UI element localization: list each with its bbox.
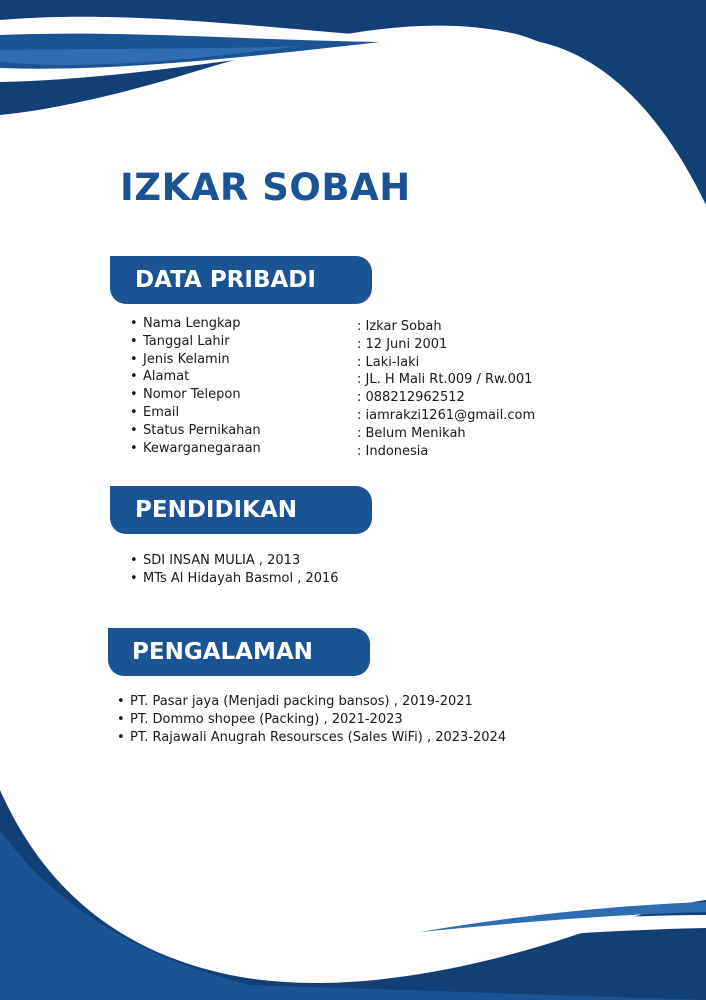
personal-label: • Email [130,404,261,422]
personal-labels-list [130,315,261,457]
personal-value: : 088212962512 [357,389,535,407]
personal-value: : JL. H Mali Rt.009 / Rw.001 [357,371,535,389]
education-list [130,552,339,588]
personal-value: : Indonesia [357,443,535,461]
personal-label: • Nomor Telepon [130,386,261,404]
personal-value: : Izkar Sobah [357,318,535,336]
personal-value: : 12 Juni 2001 [357,336,535,354]
personal-label: • Jenis Kelamin [130,351,261,369]
personal-label: • Alamat [130,368,261,386]
personal-label: • Kewarganegaraan [130,440,261,458]
personal-label: • Tanggal Lahir [130,333,261,351]
experience-item: • PT. Rajawali Anugrah Resoursces (Sales WiFi) , 2023-2024 [117,729,506,747]
personal-label: • Nama Lengkap [130,315,261,333]
personal-value: : Belum Menikah [357,425,535,443]
personal-values-list [357,318,535,460]
section-header-experience: PENGALAMAN [108,628,370,676]
education-item: • SDI INSAN MULIA , 2013 [130,552,339,570]
experience-item: • PT. Dommo shopee (Packing) , 2021-2023 [117,711,506,729]
candidate-name: IZKAR SOBAH [120,166,411,209]
section-header-personal: DATA PRIBADI [110,256,372,304]
experience-item: • PT. Pasar jaya (Menjadi packing bansos) , 2019-2021 [117,693,506,711]
experience-list [117,693,506,746]
personal-value: : Laki-laki [357,354,535,372]
section-header-education: PENDIDIKAN [110,486,372,534]
personal-value: : iamrakzi1261@gmail.com [357,407,535,425]
education-item: • MTs Al Hidayah Basmol , 2016 [130,570,339,588]
personal-label: • Status Pernikahan [130,422,261,440]
